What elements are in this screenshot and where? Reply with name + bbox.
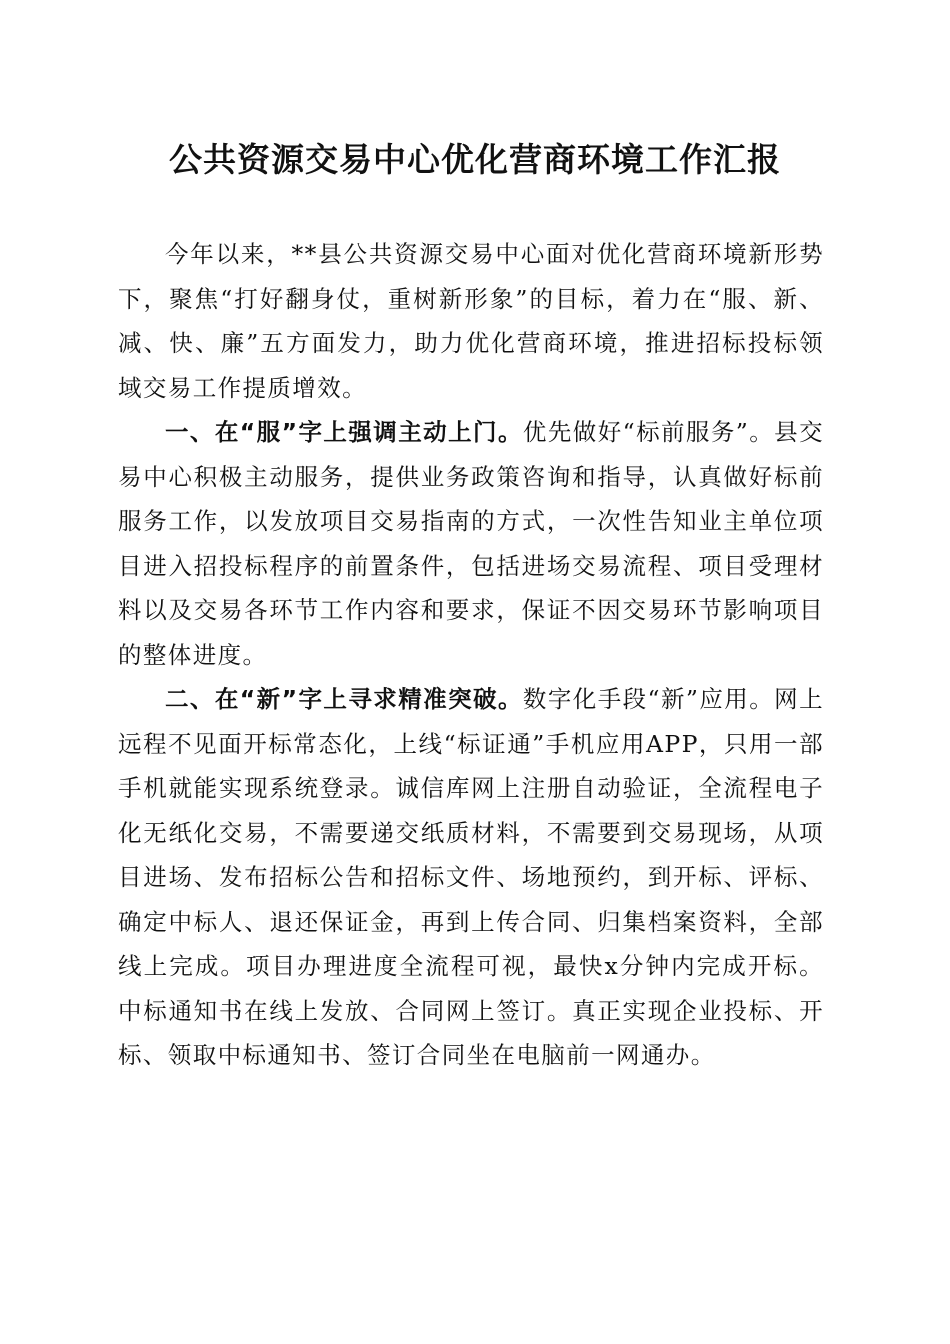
paragraph-section-1 [118,410,824,677]
section-1-heading: 一、在“服”字上强调主动上门。 [165,418,523,446]
paragraph-section-2 [118,677,824,1078]
section-2-heading: 二、在“新”字上寻求精准突破。 [165,685,523,713]
document-title: 公共资源交易中心优化营商环境工作汇报 [169,140,781,179]
section-1-text: 优先做好“标前服务”。县交易中心积极主动服务，提供业务政策咨询和指导，认真做好标前服务工作，以发放项目交易指南的方式，一次性告知业主单位项目进入招投标程序的前置条件，包括进场交易流程、项目受理材料以及交易各环节工作内容和要求，保证不因交易环节影响项目的整体进度。 [118,418,825,669]
document-body [118,232,824,1078]
section-2-text: 数字化手段“新”应用。网上远程不见面开标常态化，上线“标证通”手机应用APP，只用一部手机就能实现系统登录。诚信库网上注册自动验证，全流程电子化无纸化交易，不需要递交纸质材料，不需要到交易现场，从项目进场、发布招标公告和招标文件、场地预约，到开标、评标、确定中标人、退还保证金，再到上传合同、归集档案资料，全部线上完成。项目办理进度全流程可视，最快x分钟内完成开标。中标通知书在线上发放、合同网上签订。真正实现企业投标、开标、领取中标通知书、签订合同坐在电脑前一网通办。 [118,685,825,1069]
paragraph-intro-text: 今年以来，**县公共资源交易中心面对优化营商环境新形势下，聚焦“打好翻身仗，重树新形象”的目标，着力在“服、新、减、快、廉”五方面发力，助力优化营商环境，推进招标投标领域交易工作提质增效。 [118,240,824,402]
paragraph-intro [118,232,824,410]
